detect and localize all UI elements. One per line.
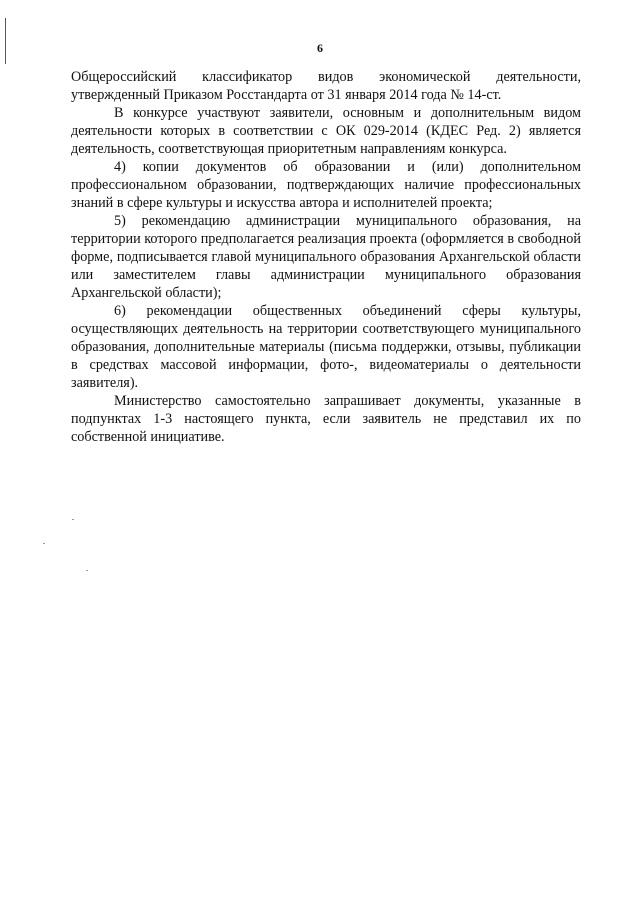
page-number: 6 <box>317 41 323 55</box>
document-body <box>71 68 581 446</box>
paragraph-item-6: 6) рекомендации общественных объединений сферы культуры, осуществляющих деятельность на территории соответствующего муниципального образования, дополнительные материалы (письма поддержки, отзывы, публикации в средствах массовой информации, фото-, видеоматериалы о деятельности заявителя). <box>71 303 581 391</box>
scan-speck <box>43 543 45 544</box>
paragraph-participants: В конкурсе участвуют заявители, основным и дополнительным видом деятельности которых в соответствии с ОК 029-2014 (КДЕС Ред. 2) является деятельность, соответствующая приоритетным направлениям конкурса. <box>71 105 581 157</box>
paragraph-ministry-request: Министерство самостоятельно запрашивает документы, указанные в подпунктах 1-3 настоящего пункта, если заявитель не представил их по собственной инициативе. <box>71 393 581 445</box>
scan-speck <box>72 519 74 520</box>
scan-speck <box>86 570 88 571</box>
paragraph-item-4: 4) копии документов об образовании и (или) дополнительном профессиональном образовании, подтверждающих наличие профессиональных знаний в сфере культуры и искусства автора и исполнителей проекта; <box>71 159 581 211</box>
paragraph-classifier-continuation: Общероссийский классификатор видов экономической деятельности, утвержденный Приказом Росстандарта от 31 января 2014 года № 14-ст. <box>71 69 581 103</box>
paragraph-item-5: 5) рекомендацию администрации муниципального образования, на территории которого предполагается реализация проекта (оформляется в свободной форме, подписывается главой муниципального образования Архангельской области или заместителем главы администрации муниципального образования Архангельской области); <box>71 213 581 301</box>
